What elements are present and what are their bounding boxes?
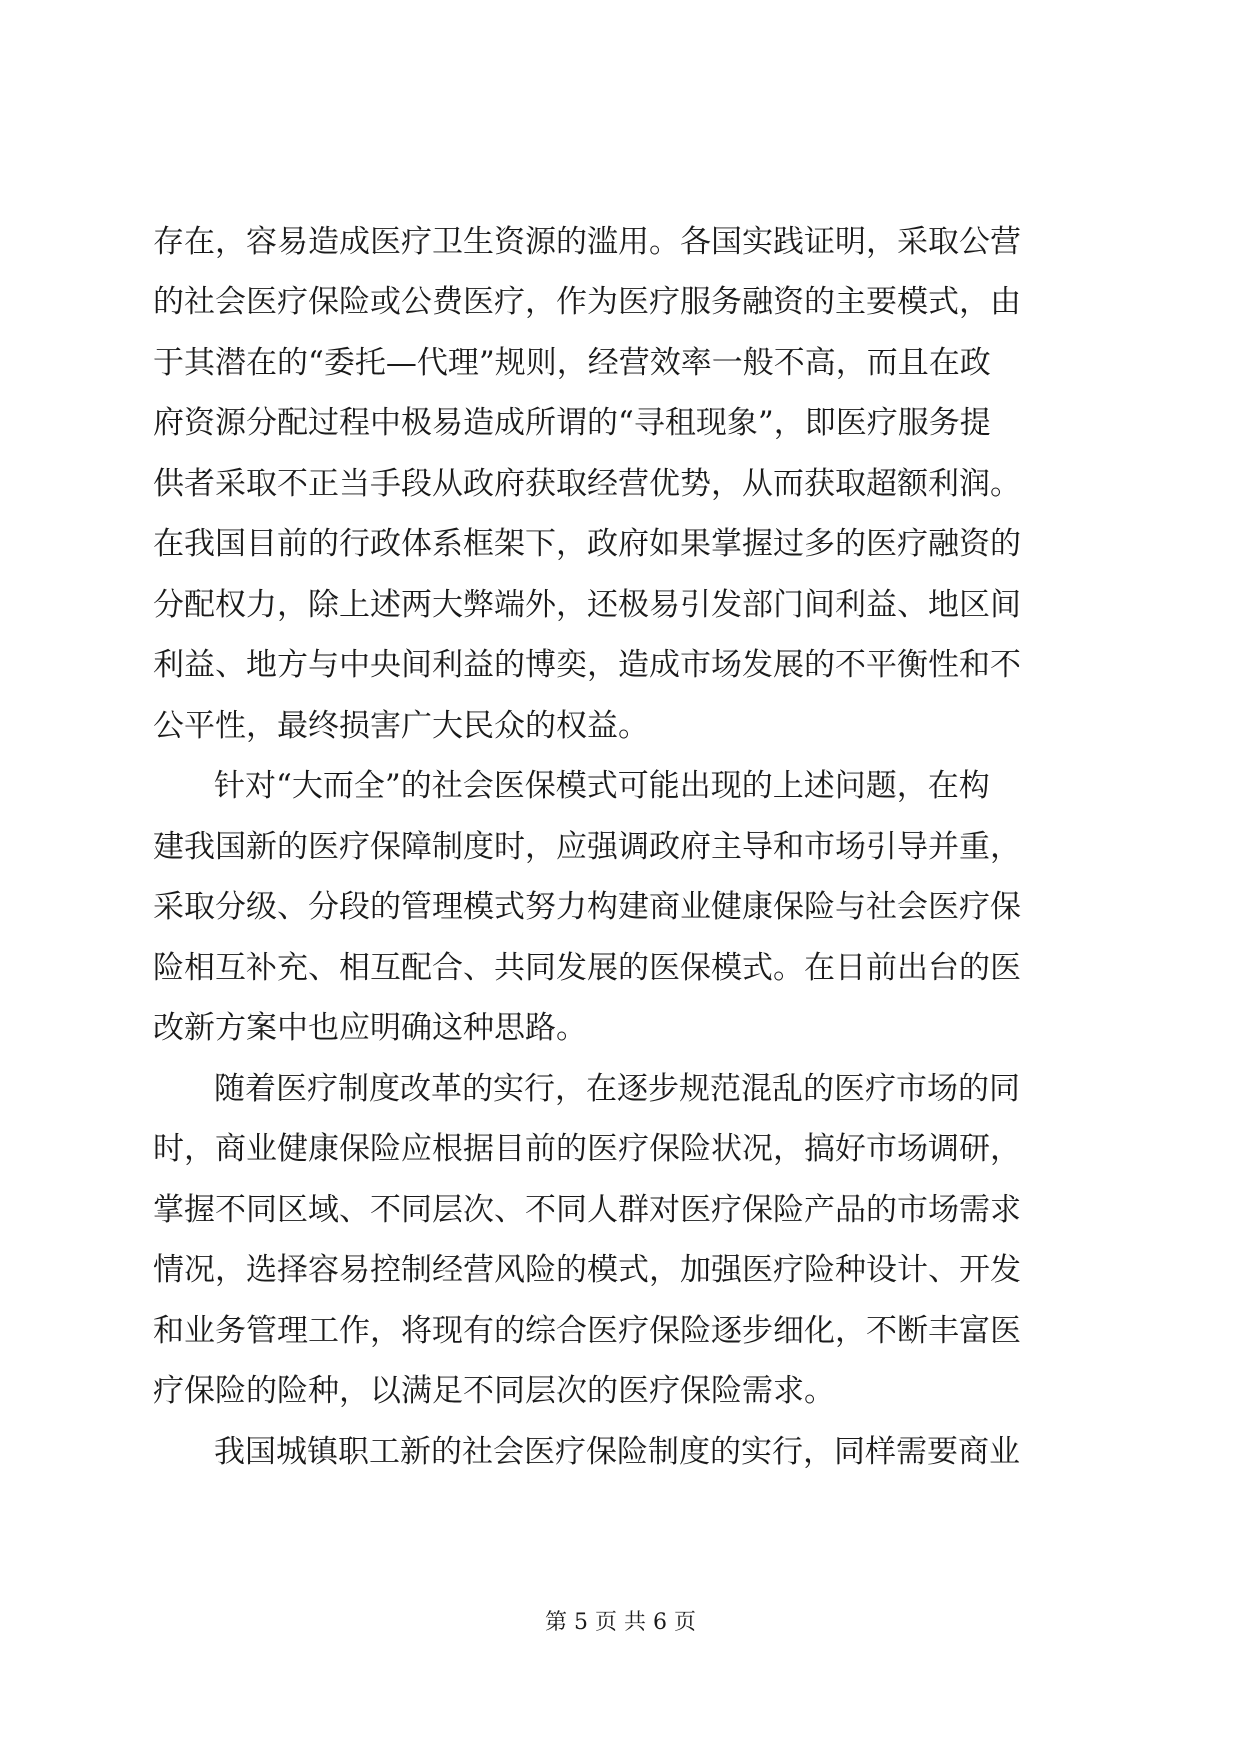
text-line: 时，商业健康保险应根据目前的医疗保险状况，搞好市场调研， [153, 1131, 1021, 1167]
text-line: 随着医疗制度改革的实行，在逐步规范混乱的医疗市场的同 [214, 1071, 1020, 1107]
text-line: 采取分级、分段的管理模式努力构建商业健康保险与社会医疗保 [153, 889, 1021, 925]
text-line: 在我国目前的行政体系框架下，政府如果掌握过多的医疗融资的 [153, 526, 1021, 562]
text-line: 疗保险的险种，以满足不同层次的医疗保险需求。 [153, 1373, 835, 1409]
text-line: 的社会医疗保险或公费医疗，作为医疗服务融资的主要模式，由 [153, 284, 1021, 320]
text-line: 分配权力，除上述两大弊端外，还极易引发部门间利益、地区间 [153, 587, 1021, 623]
text-line: 公平性，最终损害广大民众的权益。 [153, 708, 649, 744]
page-number-footer: 第 5 页 共 6 页 [545, 1610, 696, 1635]
text-line: 险相互补充、相互配合、共同发展的医保模式。在日前出台的医 [153, 950, 1021, 986]
text-line: 存在，容易造成医疗卫生资源的滥用。各国实践证明，采取公营 [153, 224, 1021, 260]
text-line: 改新方案中也应明确这种思路。 [153, 1010, 587, 1046]
text-line: 建我国新的医疗保障制度时，应强调政府主导和市场引导并重， [153, 829, 1021, 865]
text-line: 府资源分配过程中极易造成所谓的“寻租现象”，即医疗服务提 [153, 405, 991, 441]
text-line: 情况，选择容易控制经营风险的模式，加强医疗险种设计、开发 [153, 1252, 1021, 1288]
text-line: 利益、地方与中央间利益的博奕，造成市场发展的不平衡性和不 [153, 647, 1021, 683]
text-line: 和业务管理工作，将现有的综合医疗保险逐步细化，不断丰富医 [153, 1313, 1021, 1349]
text-line: 掌握不同区域、不同层次、不同人群对医疗保险产品的市场需求 [153, 1192, 1021, 1228]
text-line: 我国城镇职工新的社会医疗保险制度的实行，同样需要商业 [214, 1434, 1020, 1470]
text-line: 于其潜在的“委托—代理”规则，经营效率一般不高，而且在政 [153, 345, 991, 381]
text-line: 针对“大而全”的社会医保模式可能出现的上述问题，在构 [214, 768, 990, 804]
text-line: 供者采取不正当手段从政府获取经营优势，从而获取超额利润。 [153, 466, 1021, 502]
